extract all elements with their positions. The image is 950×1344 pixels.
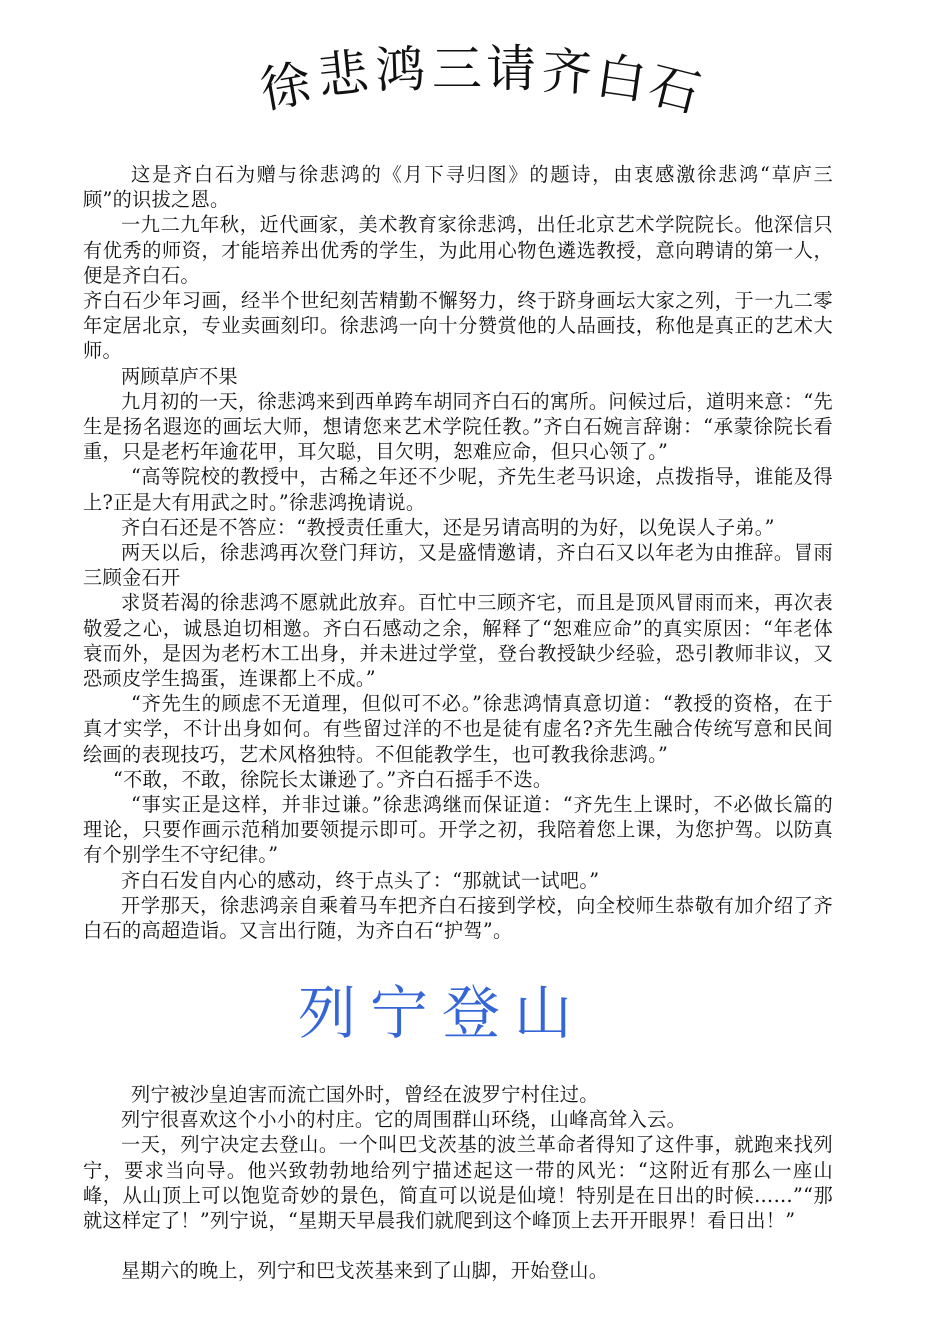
article1-title-wordart (228, 36, 708, 126)
paragraph: 求贤若渴的徐悲鸿不愿就此放弃。百忙中三顾齐宅，而且是顶风冒雨而来，再次表敬爱之心，诚恳迫切相邀。齐白石感动之余，解释了“恕难应命”的真实原因：“年老体衰而外，是因为老朽木工出身，并未进过学堂，登台教授缺少经验，恐引教师非议，又恐顽皮学生捣蛋，连课都上不成。” (83, 591, 833, 691)
paragraph: 一天，列宁决定去登山。一个叫巴戈茨基的波兰革命者得知了这件事，就跑来找列宁，要求当向导。他兴致勃勃地给列宁描述起这一带的风光：“这附近有那么一座山峰，从山顶上可以饱览奇妙的景色，简直可以说是仙境！特别是在日出的时候……”“那就这样定了！”列宁说，“星期天早晨我们就爬到这个峰顶上去开开眼界！看日出！” (83, 1133, 833, 1233)
paragraph: 开学那天，徐悲鸿亲自乘着马车把齐白石接到学校，向全校师生恭敬有加介绍了齐白石的高超造诣。又言出行随，为齐白石“护驾”。 (83, 893, 833, 943)
title1-char: 三 (432, 40, 482, 98)
paragraph: 列宁很喜欢这个小小的村庄。它的周围群山环绕，山峰高耸入云。 (121, 1108, 687, 1132)
article1-body (83, 162, 833, 943)
article2-title: 列宁登山 (298, 979, 587, 1047)
paragraph: 两天以后，徐悲鸿再次登门拜访，又是盛情邀请，齐白石又以年老为由推辞。冒雨三顾金石开 (83, 541, 833, 590)
article1-title (228, 36, 708, 126)
paragraph: 九月初的一天，徐悲鸿来到西单跨车胡同齐白石的寓所。问候过后，道明来意：“先生是扬名遐迩的画坛大师，想请您来艺术学院任教。”齐白石婉言辞谢：“承蒙徐院长看重，只是老朽年逾花甲，耳欠聪，目欠明，恕难应命，但只心领了。” (83, 389, 833, 464)
paragraph: “不敢，不敢，徐院长太谦逊了。”齐白石摇手不迭。 (113, 767, 553, 791)
title1-char: 石 (643, 55, 706, 124)
title1-char: 徐 (256, 54, 316, 120)
paragraph: “事实正是这样，并非过谦。”徐悲鸿继而保证道：“齐先生上课时，不必做长篇的理论，只要作画示范稍加要领提示即可。开学之初，我陪着您上课，为您护驾。以防真有个别学生不守纪律。” (83, 793, 833, 867)
paragraph: “齐先生的顾虑不无道理，但似可不必。”徐悲鸿情真意切道：“教授的资格，在于真才实学，不计出身如何。有些留过洋的不也是徒有虚名?齐先生融合传统写意和民间绘画的表现技巧，艺术风格独特。不但能教学生，也可教我徐悲鸿。” (83, 692, 833, 766)
paragraph: 一九二九年秋，近代画家，美术教育家徐悲鸿，出任北京艺术学院院长。他深信只有优秀的师资，才能培养出优秀的学生，为此用心物色遴选教授，意向聘请的第一人，便是齐白石。 (83, 213, 833, 287)
paragraph: 齐白石少年习画，经半个世纪刻苦精勤不懈努力，终于跻身画坛大家之列，于一九二零年定居北京，专业卖画刻印。徐悲鸿一向十分赞赏他的人品画技，称他是真正的艺术大师。 (83, 289, 833, 363)
paragraph: 列宁被沙皇迫害而流亡国外时，曾经在波罗宁村住过。 (131, 1083, 599, 1106)
paragraph: 这是齐白石为赠与徐悲鸿的《月下寻归图》的题诗，由衷感激徐悲鸿“草庐三顾”的识拔之恩。 (83, 163, 833, 212)
section-heading: 两顾草庐不果 (121, 364, 238, 388)
title1-char: 请 (486, 40, 536, 98)
title1-char: 鸿 (374, 40, 427, 100)
paragraph: 星期六的晚上，列宁和巴戈茨基来到了山脚，开始登山。 (121, 1259, 609, 1283)
article2-body (83, 1082, 833, 1283)
title1-char: 白 (592, 46, 650, 111)
title1-char: 齐 (540, 42, 594, 103)
paragraph-gap (83, 1233, 833, 1258)
paragraph: 齐白石发自内心的感动，终于点头了：“那就试一试吧。” (121, 868, 600, 892)
paragraph: “高等院校的教授中，古稀之年还不少呢，齐先生老马识途，点拨指导，谁能及得上?正是大有用武之时。”徐悲鸿挽请说。 (83, 465, 833, 514)
title1-char: 悲 (315, 43, 371, 106)
paragraph: 齐白石还是不答应：“教授责任重大，还是另请高明的为好，以免误人子弟。” (121, 515, 775, 539)
